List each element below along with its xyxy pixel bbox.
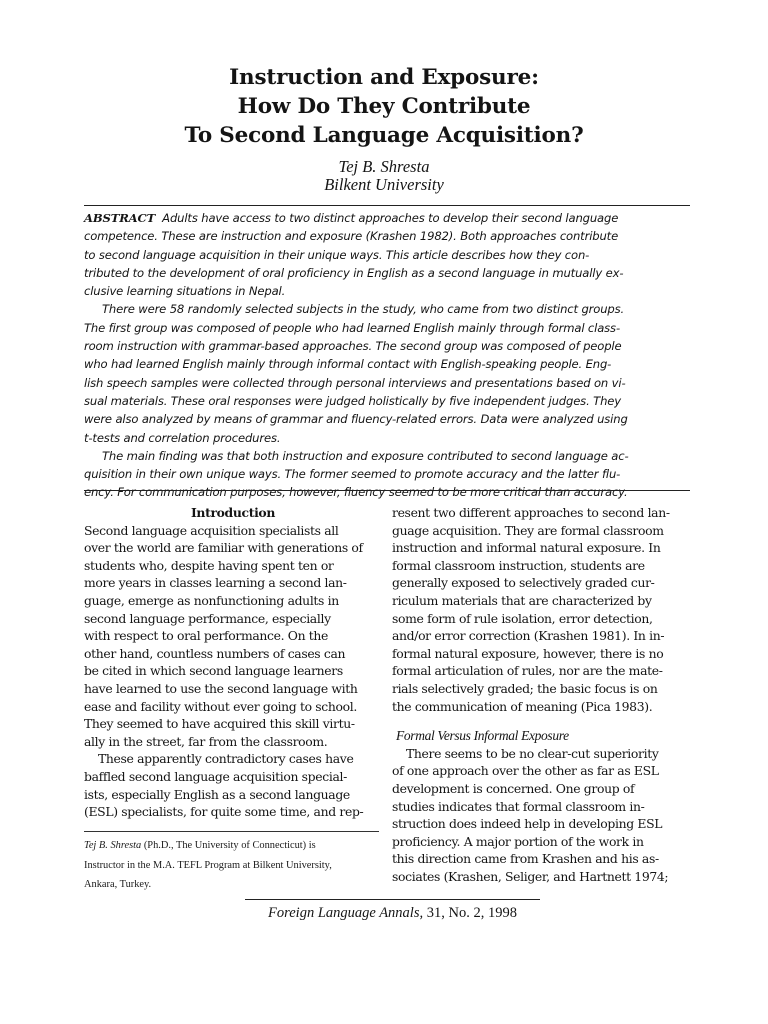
body-line: of one approach over the other as far as ESL <box>392 763 659 779</box>
abstract-line: who had learned English mainly through informal contact with English-speaking people. Eng- <box>84 357 612 372</box>
abstract-bottom-rule <box>84 490 690 491</box>
body-line: development is concerned. One group of <box>392 780 635 796</box>
abstract-top-rule <box>84 205 690 206</box>
paragraph-gap <box>392 715 690 722</box>
body-line: this direction came from Krashen and his as- <box>392 851 659 867</box>
journal-name: Foreign Language Annals, <box>268 905 424 921</box>
body-line: other hand, countless numbers of cases can <box>84 645 346 661</box>
body-line: studies indicates that formal classroom in- <box>392 798 645 814</box>
body-line: generally exposed to selectively graded cur- <box>392 575 655 591</box>
title-line: Instruction and Exposure: <box>229 65 539 90</box>
journal-rule <box>245 899 540 900</box>
body-line: struction does indeed help in developing ESL <box>392 816 663 832</box>
abstract-line: sual materials. These oral responses were judged holistically by five independent judges. They <box>84 393 621 408</box>
right-column <box>392 504 690 885</box>
body-line: sociates (Krashen, Seliger, and Hartnett 1974; <box>392 868 669 884</box>
body-line: ally in the street, far from the classroom. <box>84 733 328 749</box>
body-line: be cited in which second language learners <box>84 663 343 679</box>
abstract-line: lish speech samples were collected through personal interviews and presentations based on vi- <box>84 375 626 390</box>
body-line: These apparently contradictory cases have <box>98 751 354 767</box>
author-affiliation: Bilkent University <box>324 175 444 194</box>
abstract-line <box>84 209 690 227</box>
abstract-line: ency. For communication purposes, however, fluency seemed to be more critical than accuracy. <box>84 485 628 500</box>
body-line: the communication of meaning (Pica 1983). <box>392 698 653 714</box>
author-block <box>84 158 684 194</box>
abstract-line: to second language acquisition in their unique ways. This article describes how they con- <box>84 247 590 262</box>
abstract-line: There were 58 randomly selected subjects in the study, who came from two distinct groups. <box>102 302 625 317</box>
footnote-rule <box>84 831 379 832</box>
subsection-heading: Formal Versus Informal Exposure <box>396 728 569 744</box>
abstract-line: quisition in their own unique ways. The former seemed to promote accuracy and the latter flu- <box>84 467 621 482</box>
body-line: riculum materials that are characterized by <box>392 592 652 608</box>
abstract-line: were also analyzed by means of grammar and fluency-related errors. Data were analyzed using <box>84 412 628 427</box>
body-line: formal natural exposure, however, there is no <box>392 645 664 661</box>
journal-citation <box>200 904 585 922</box>
footnote-line: Instructor in the M.A. TEFL Program at Bilkent University, <box>84 859 332 871</box>
body-line: guage, emerge as nonfunctioning adults in <box>84 592 339 608</box>
body-line: Second language acquisition specialists all <box>84 522 339 538</box>
abstract-line: The main finding was that both instruction and exposure contributed to second language ac- <box>102 448 629 463</box>
body-line: second language performance, especially <box>84 610 331 626</box>
body-line: some form of rule isolation, error detection, <box>392 610 653 626</box>
footnote-line <box>84 836 384 856</box>
body-line: guage acquisition. They are formal classroom <box>392 522 664 538</box>
abstract-line: competence. These are instruction and exposure (Krashen 1982). Both approaches contribute <box>84 229 619 244</box>
journal-issue: 31, No. 2, 1998 <box>423 905 517 921</box>
body-line: formal articulation of rules, nor are the mate- <box>392 663 663 679</box>
left-column <box>84 504 382 821</box>
body-line: students who, despite having spent ten or <box>84 557 334 573</box>
body-line: ists, especially English as a second language <box>84 786 350 802</box>
body-line: with respect to oral performance. On the <box>84 628 329 644</box>
author-name: Tej B. Shresta <box>338 157 430 176</box>
author-footnote <box>84 836 384 895</box>
body-line: (ESL) specialists, for quite some time, and rep- <box>84 804 364 820</box>
abstract-line: The first group was composed of people who had learned English mainly through formal class- <box>84 320 620 335</box>
body-line: baffled second language acquisition special- <box>84 768 347 784</box>
body-line: more years in classes learning a second lan- <box>84 575 347 591</box>
abstract-keyword: ABSTRACT <box>84 211 156 225</box>
title-line: To Second Language Acquisition? <box>184 123 584 148</box>
abstract <box>84 209 690 502</box>
body-line: They seemed to have acquired this skill virtu- <box>84 716 355 732</box>
abstract-line: tributed to the development of oral proficiency in English as a second language in mutually ex- <box>84 265 624 280</box>
abstract-line: t-tests and correlation procedures. <box>84 430 281 445</box>
body-line: over the world are familiar with generations of <box>84 540 363 556</box>
footnote-author: Tej B. Shresta <box>84 840 142 851</box>
body-line: have learned to use the second language with <box>84 680 358 696</box>
body-line: and/or error correction (Krashen 1981). In in- <box>392 628 665 644</box>
body-line: ease and facility without ever going to school. <box>84 698 357 714</box>
footnote-text: (Ph.D., The University of Connecticut) is <box>141 840 316 851</box>
body-line: resent two different approaches to second lan- <box>392 505 670 520</box>
footnote-line: Ankara, Turkey. <box>84 879 152 890</box>
title-line: How Do They Contribute <box>237 94 531 119</box>
body-line: There seems to be no clear-cut superiority <box>406 745 659 761</box>
body-line: proficiency. A major portion of the work in <box>392 833 644 849</box>
abstract-line: room instruction with grammar-based approaches. The second group was composed of people <box>84 339 622 354</box>
section-heading: Introduction <box>190 505 276 520</box>
body-line: formal classroom instruction, students are <box>392 557 645 573</box>
article-title <box>84 63 684 150</box>
abstract-line: clusive learning situations in Nepal. <box>84 284 286 299</box>
body-line: rials selectively graded; the basic focus is on <box>392 680 658 696</box>
body-line: instruction and informal natural exposure. In <box>392 540 661 556</box>
abstract-text: Adults have access to two distinct approaches to develop their second language <box>162 211 619 225</box>
